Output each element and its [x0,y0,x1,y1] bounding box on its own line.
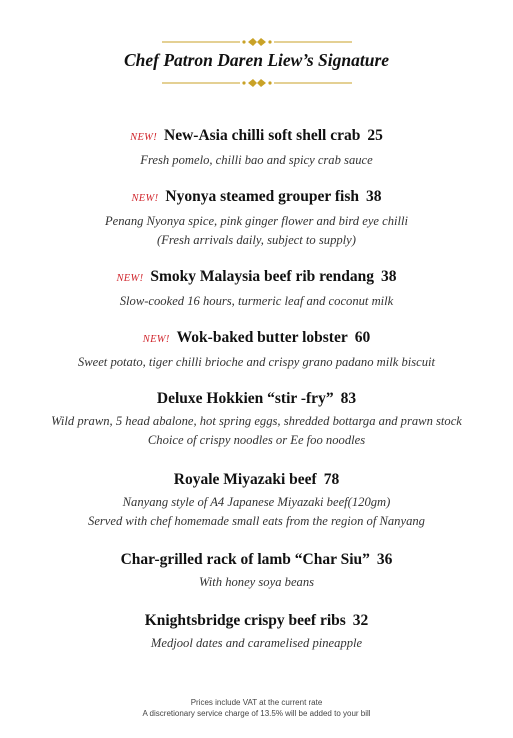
item-name: Smoky Malaysia beef rib rendang [150,268,374,285]
item-price: 60 [354,329,371,346]
item-heading [0,471,513,489]
item-name: Knightsbridge crispy beef ribs [144,612,346,629]
item-heading [0,268,513,288]
description-line: With honey soya beans [198,575,315,589]
item-name: Deluxe Hokkien “stir -fry” [156,390,334,407]
new-badge: NEW! [130,132,158,143]
item-price: 83 [340,390,357,407]
menu-item [0,127,513,170]
item-price: 36 [376,551,393,568]
item-heading [0,127,513,147]
description-line: Sweet potato, tiger chilli brioche and crispy grano padano milk biscuit [77,355,436,369]
description-line: Served with chef homemade small eats from the region of Nanyang [88,514,425,528]
item-description [0,353,513,372]
vat-note: Prices include VAT at the current rate [190,698,323,707]
ornament-divider-icon [162,77,352,89]
item-description [0,292,513,311]
description-line: Penang Nyonya spice, pink ginger flower and bird eye chilli [104,214,409,228]
item-name: Royale Miyazaki beef [173,471,317,488]
description-line: Choice of crispy noodles or Ee foo noodles [147,433,366,447]
top-ornament [0,36,513,48]
description-line: Slow-cooked 16 hours, turmeric leaf and coconut milk [119,294,394,308]
menu-item [0,329,513,372]
item-price: 78 [323,471,340,488]
description-line: Nanyang style of A4 Japanese Miyazaki beef(120gm) [122,495,391,509]
item-description [0,634,513,653]
item-description [0,573,513,592]
item-name: Nyonya steamed grouper fish [165,188,359,205]
item-heading [0,612,513,630]
menu-item [0,188,513,250]
item-price: 32 [352,612,369,629]
item-price: 38 [381,268,397,285]
item-heading [0,551,513,569]
item-heading [0,390,513,408]
item-description [0,412,513,450]
item-price: 25 [367,127,383,144]
item-heading [0,188,513,208]
page-title: Chef Patron Daren Liew’s Signature [123,50,390,70]
menu-item [0,390,513,450]
description-line: Wild prawn, 5 head abalone, hot spring eggs, shredded bottarga and prawn stock [51,414,462,428]
new-badge: NEW! [116,273,144,284]
description-line: (Fresh arrivals daily, subject to supply) [157,233,356,247]
item-description [0,151,513,170]
item-name: Char-grilled rack of lamb “Char Siu” [120,551,370,568]
menu-item [0,268,513,311]
menu-item [0,551,513,592]
ornament-divider-icon [162,36,352,48]
footer-notes [0,697,513,719]
item-price: 38 [366,188,382,205]
item-name: New-Asia chilli soft shell crab [164,127,361,144]
menu-item [0,471,513,531]
item-heading [0,329,513,349]
bottom-ornament [0,77,513,89]
item-description [0,212,513,250]
new-badge: NEW! [131,193,159,204]
item-name: Wok-baked butter lobster [176,329,348,346]
new-badge: NEW! [142,334,170,345]
menu-item [0,612,513,653]
description-line: Fresh pomelo, chilli bao and spicy crab sauce [140,153,373,167]
description-line: Medjool dates and caramelised pineapple [150,636,363,650]
item-description [0,493,513,531]
service-charge-note: A discretionary service charge of 13.5% will be added to your bill [142,709,371,718]
